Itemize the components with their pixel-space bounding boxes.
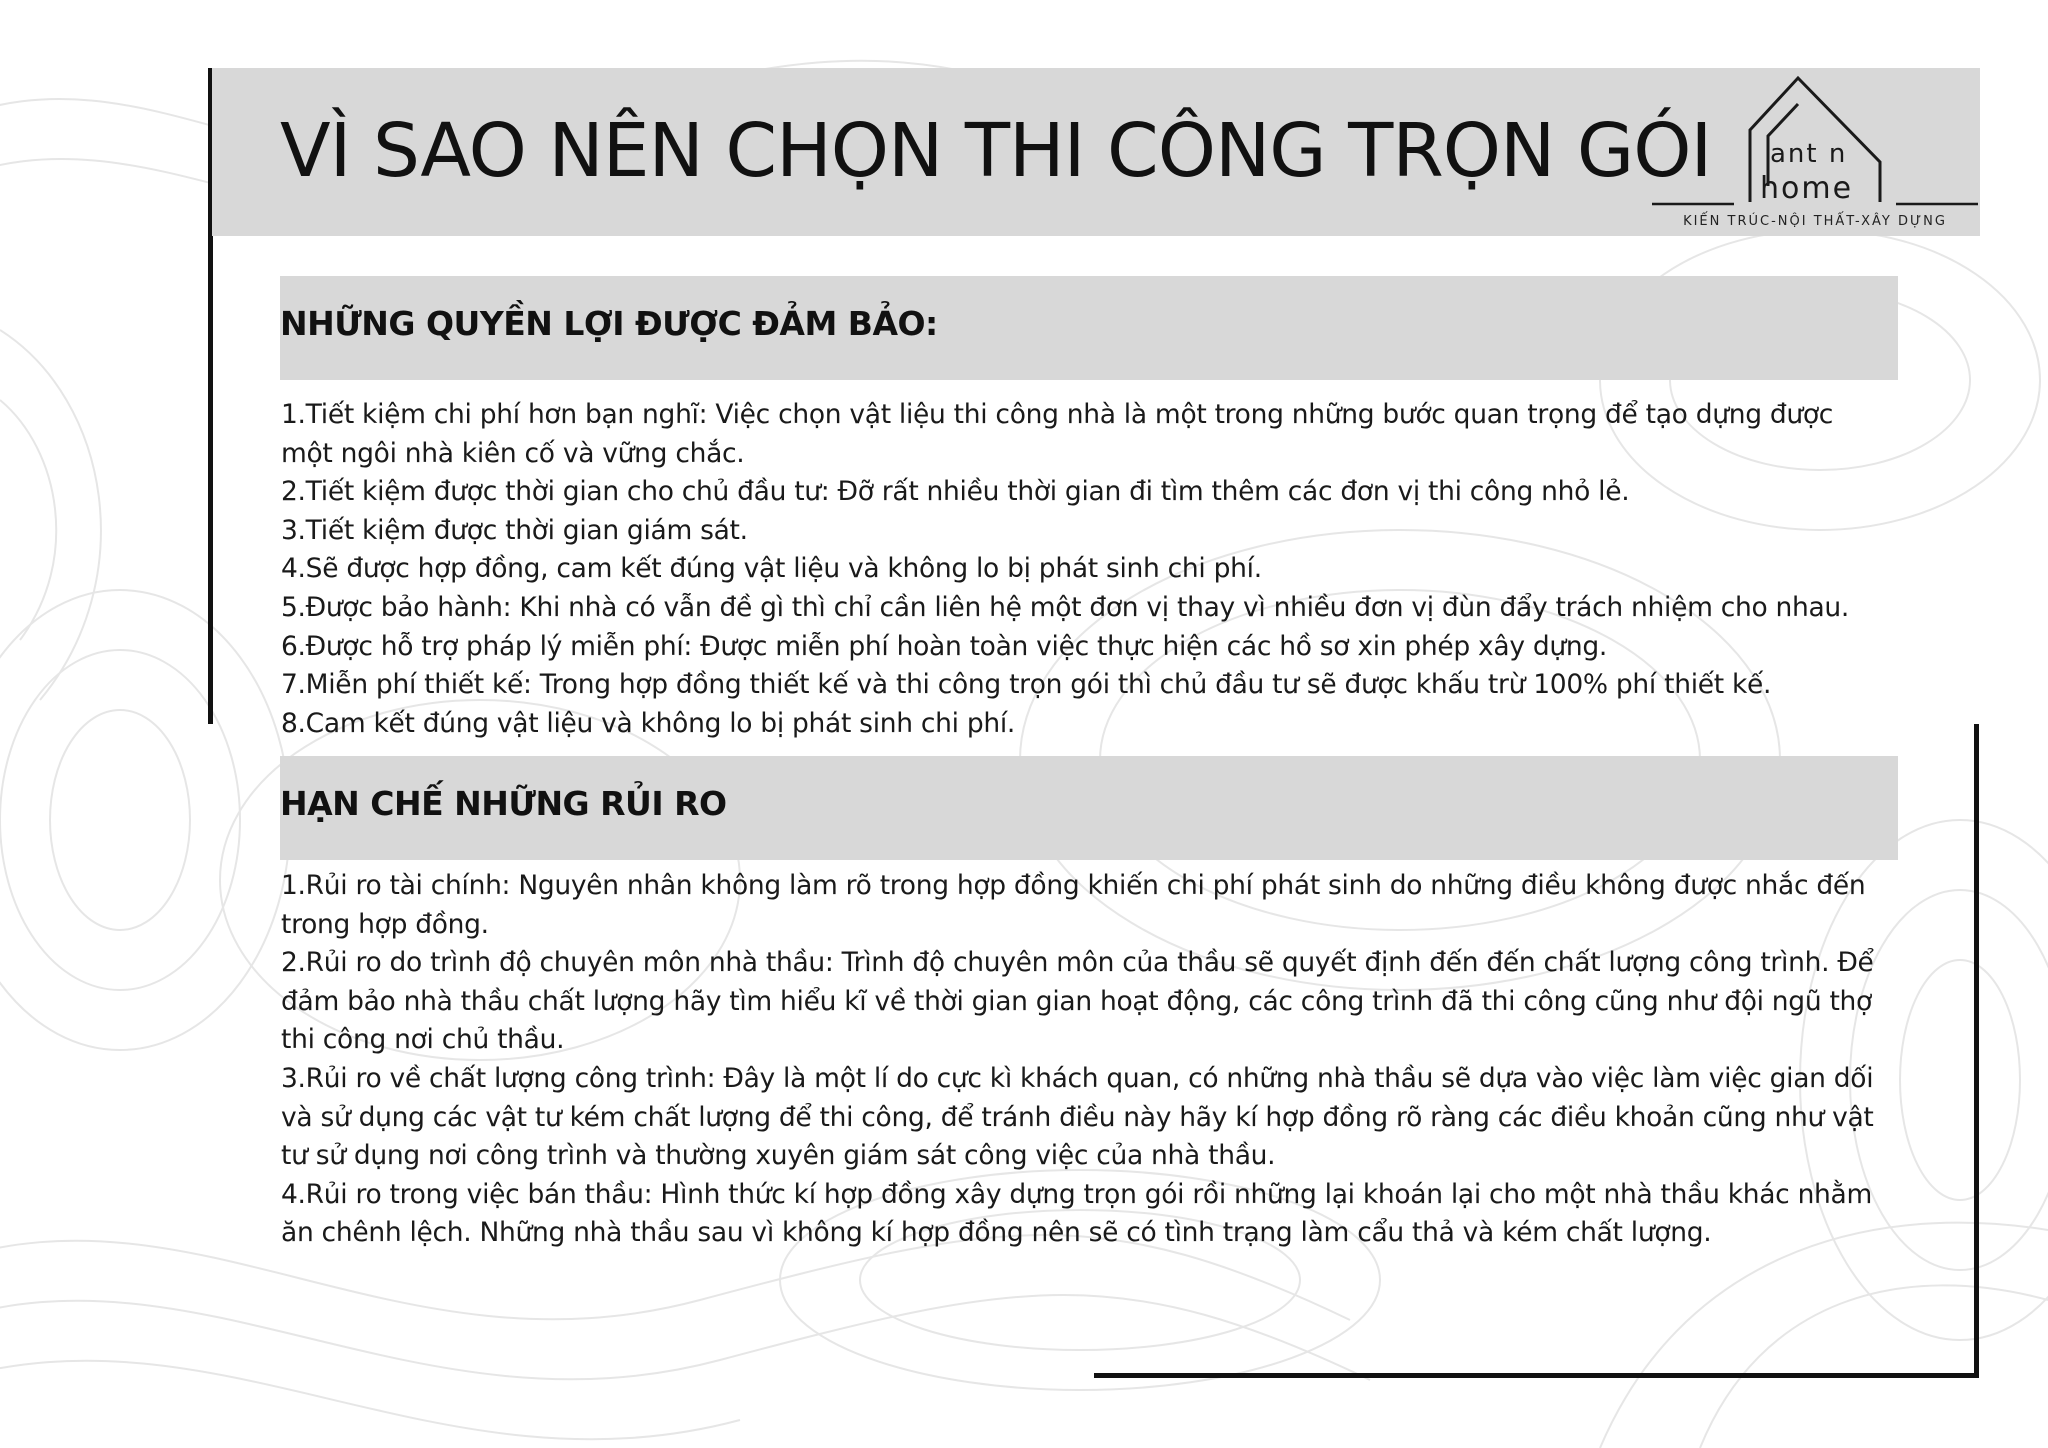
page-title: VÌ SAO NÊN CHỌN THI CÔNG TRỌN GÓI bbox=[280, 108, 1712, 194]
benefit-item-6: 6.Được hỗ trợ pháp lý miễn phí: Được miễn phí hoàn toàn việc thực hiện các hồ sơ xin phép xây dựng. bbox=[281, 630, 1608, 662]
benefit-item-4: 4.Sẽ được hợp đồng, cam kết đúng vật liệu và không lo bị phát sinh chi phí. bbox=[281, 553, 1262, 585]
benefit-item-3: 3.Tiết kiệm được thời gian giám sát. bbox=[281, 514, 748, 546]
risks-heading: HẠN CHẾ NHỮNG RỦI RO bbox=[280, 784, 727, 823]
benefits-list bbox=[281, 396, 1921, 743]
frame-right-line bbox=[1974, 724, 1979, 1378]
risk-item-4: 4.Rủi ro trong việc bán thầu: Hình thức kí hợp đồng xây dựng trọn gói rồi những lại khoán lại cho một nhà thầu khác nhằm ăn chênh lệch. Những nhà thầu sau vì không kí hợp đồng nên sẽ có tình trạng làm cẩu thả và kém chất lượng. bbox=[281, 1178, 1873, 1249]
benefits-heading: NHỮNG QUYỀN LỢI ĐƯỢC ĐẢM BẢO: bbox=[280, 304, 938, 343]
logo-tagline: KIẾN TRÚC-NỘI THẤT-XÂY DỰNG bbox=[1683, 214, 1947, 229]
logo-line-2: home bbox=[1760, 171, 1854, 206]
risk-item-2: 2.Rủi ro do trình độ chuyên môn nhà thầu: Trình độ chuyên môn của thầu sẽ quyết định đến đến chất lượng công trình. Để đảm bảo nhà thầu chất lượng hãy tìm hiểu kĩ về thời gian gian hoạt động, các công trình đã thi công cũng như đội ngũ thợ thi công nơi chủ thầu. bbox=[281, 947, 1874, 1056]
benefit-item-8: 8.Cam kết đúng vật liệu và không lo bị phát sinh chi phí. bbox=[281, 707, 1016, 739]
benefit-item-5: 5.Được bảo hành: Khi nhà có vẫn đề gì thì chỉ cần liên hệ một đơn vị thay vì nhiều đơn vị đùn đẩy trách nhiệm cho nhau. bbox=[281, 591, 1850, 623]
frame-bottom-line bbox=[1094, 1373, 1979, 1378]
benefit-item-7: 7.Miễn phí thiết kế: Trong hợp đồng thiết kế và thi công trọn gói thì chủ đầu tư sẽ được khấu trừ 100% phí thiết kế. bbox=[281, 669, 1772, 701]
antnhome-logo bbox=[1650, 72, 1980, 237]
benefit-item-2: 2.Tiết kiệm được thời gian cho chủ đầu tư: Đỡ rất nhiều thời gian đi tìm thêm các đơn vị thi công nhỏ lẻ. bbox=[281, 476, 1630, 508]
logo-line-1: ant n bbox=[1770, 139, 1848, 169]
risk-item-3: 3.Rủi ro về chất lượng công trình: Đây là một lí do cực kì khách quan, có những nhà thầu sẽ dựa vào việc làm việc gian dối và sử dụng các vật tư kém chất lượng để thi công, để tránh điều này hãy kí hợp đồng rõ ràng các điều khoản cũng như vật tư sử dụng nơi công trình và thường xuyên giám sát công việc của nhà thầu. bbox=[281, 1062, 1874, 1172]
benefit-item-1: 1.Tiết kiệm chi phí hơn bạn nghĩ: Việc chọn vật liệu thi công nhà là một trong những bước quan trọng để tạo dựng được một ngôi nhà kiên cố và vững chắc. bbox=[281, 399, 1834, 469]
risks-list bbox=[281, 867, 1921, 1253]
risk-item-1: 1.Rủi ro tài chính: Nguyên nhân không làm rõ trong hợp đồng khiến chi phí phát sinh do những điều không được nhắc đến trong hợp đồng. bbox=[281, 870, 1866, 940]
